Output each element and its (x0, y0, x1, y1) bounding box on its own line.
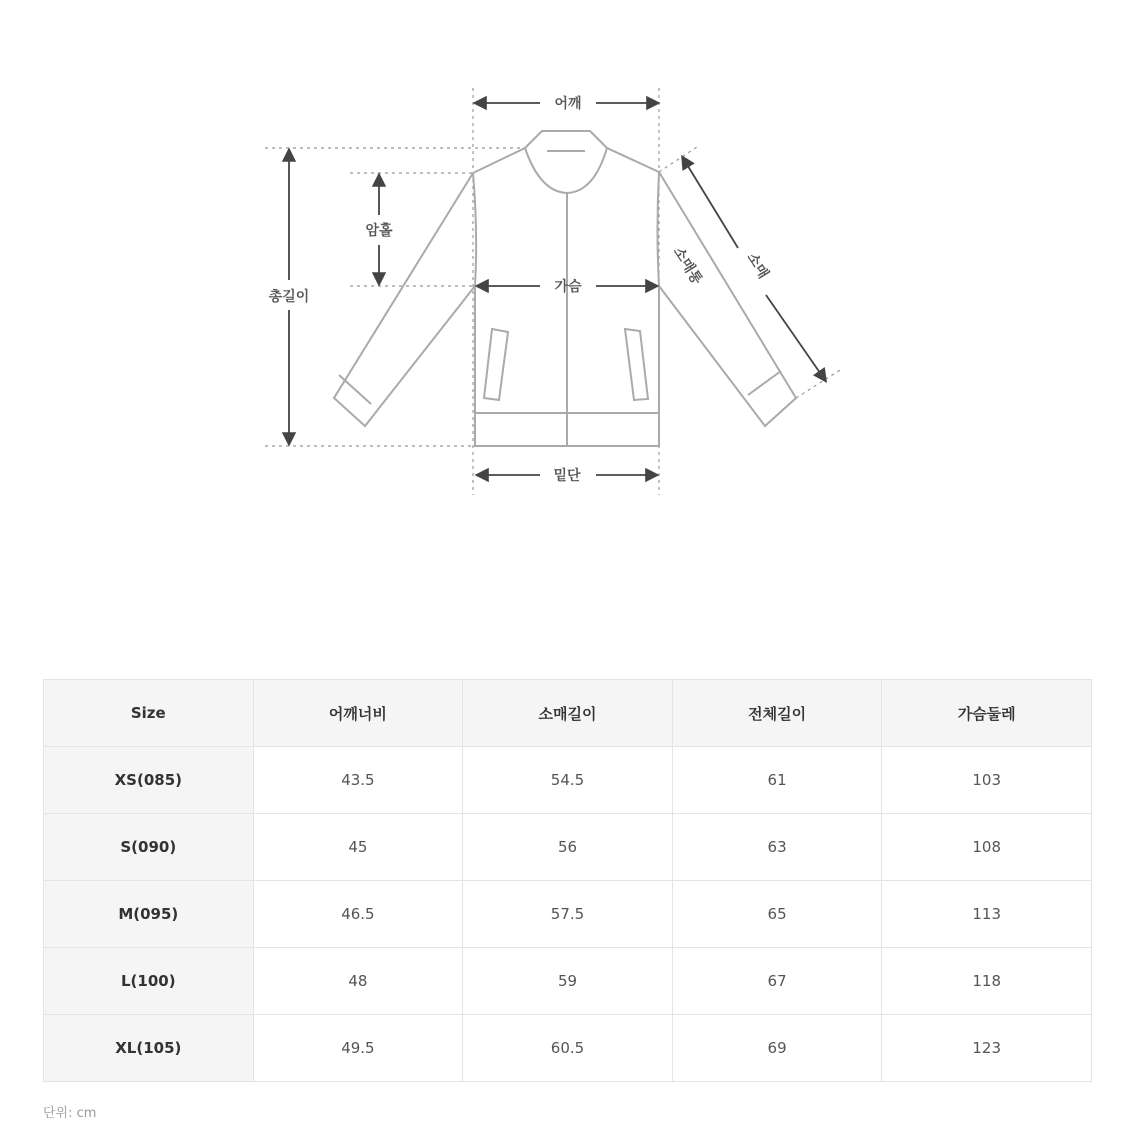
chest-cell: 113 (882, 881, 1092, 948)
label-shoulder: 어깨 (554, 96, 582, 112)
header-shoulder-width: 어깨너비 (253, 680, 463, 747)
label-chest: 가슴 (554, 279, 582, 295)
length-cell: 67 (672, 948, 882, 1015)
size-cell: XL(105) (44, 1015, 254, 1082)
header-chest: 가슴둘레 (882, 680, 1092, 747)
length-cell: 61 (672, 747, 882, 814)
sleeve-cell: 54.5 (463, 747, 673, 814)
table-row (44, 814, 1092, 881)
chest-cell: 118 (882, 948, 1092, 1015)
length-cell: 69 (672, 1015, 882, 1082)
label-sleeve: 소매 (743, 250, 772, 282)
size-cell: M(095) (44, 881, 254, 948)
sleeve-cell: 57.5 (463, 881, 673, 948)
jacket-measurement-diagram (0, 0, 1125, 520)
sleeve-cell: 56 (463, 814, 673, 881)
header-size: Size (44, 680, 254, 747)
length-cell: 65 (672, 881, 882, 948)
chest-cell: 108 (882, 814, 1092, 881)
size-cell: XS(085) (44, 747, 254, 814)
label-hem: 밑단 (553, 468, 581, 484)
label-total-length: 총길이 (268, 289, 310, 305)
size-chart-table (43, 679, 1092, 1082)
size-cell: L(100) (44, 948, 254, 1015)
header-sleeve-length: 소매길이 (463, 680, 673, 747)
shoulder-cell: 46.5 (253, 881, 463, 948)
table-header-row (44, 680, 1092, 747)
table-row (44, 948, 1092, 1015)
table-row (44, 881, 1092, 948)
guide-lines (265, 88, 840, 495)
table-row (44, 1015, 1092, 1082)
chest-cell: 103 (882, 747, 1092, 814)
header-total-length: 전체길이 (672, 680, 882, 747)
sleeve-cell: 59 (463, 948, 673, 1015)
chest-cell: 123 (882, 1015, 1092, 1082)
sleeve-cell: 60.5 (463, 1015, 673, 1082)
shoulder-cell: 49.5 (253, 1015, 463, 1082)
size-cell: S(090) (44, 814, 254, 881)
table-row (44, 747, 1092, 814)
length-cell: 63 (672, 814, 882, 881)
unit-note: 단위: cm (43, 1106, 97, 1121)
label-armhole: 암홀 (365, 223, 393, 239)
label-sleeve-width: 소매통 (669, 244, 705, 288)
shoulder-cell: 48 (253, 948, 463, 1015)
shoulder-cell: 43.5 (253, 747, 463, 814)
shoulder-cell: 45 (253, 814, 463, 881)
